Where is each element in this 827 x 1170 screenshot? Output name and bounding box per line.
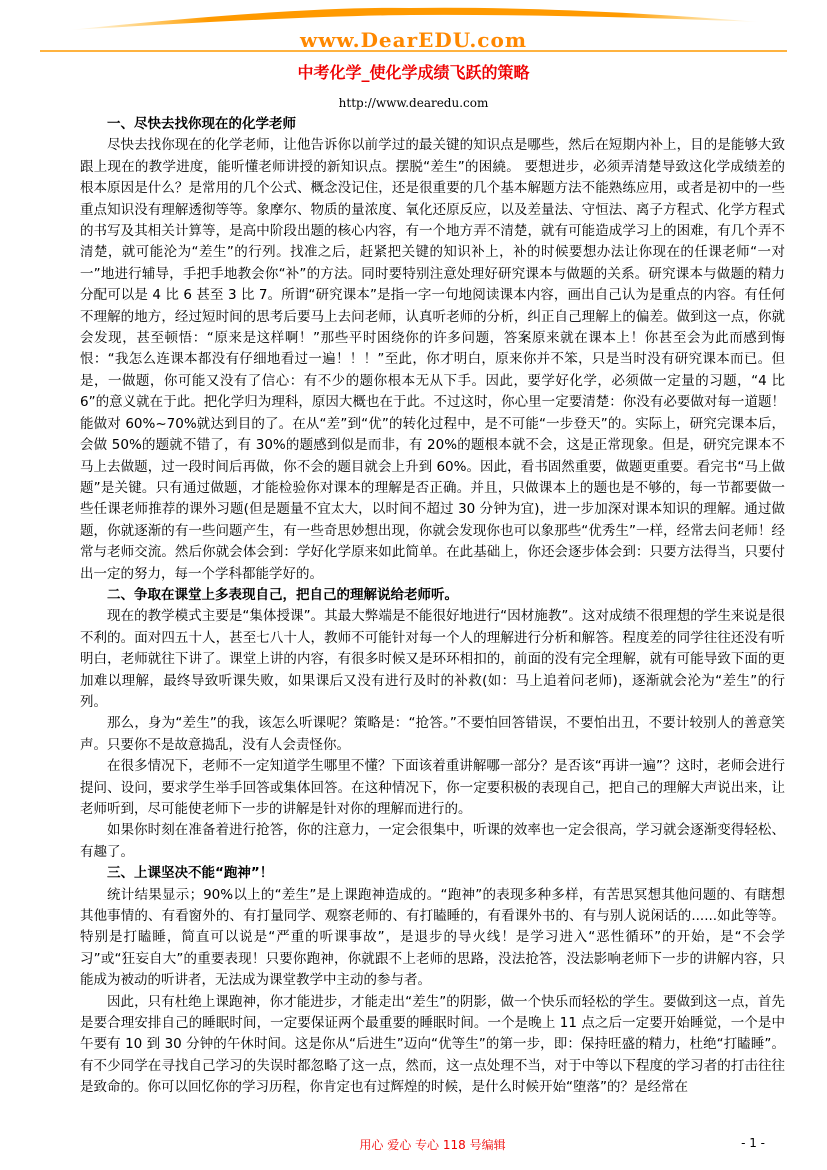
site-logo[interactable]: www.DearEDU.com [299, 28, 527, 52]
site-url[interactable]: http://www.dearedu.com [338, 96, 489, 110]
article-body [80, 114, 785, 1099]
paragraph: 那么，身为“差生”的我，该怎么听课呢？策略是：“抢答。”不要怕回答错误，不要怕出丑，不要计较别人的善意笑声。只要你不是故意捣乱，没有人会责怪你。 [80, 715, 785, 753]
paragraph: 因此，只有杜绝上课跑神，你才能进步，才能走出“差生”的阴影，做一个快乐而轻松的学生。要做到这一点，首先是要合理安排自己的睡眠时间，一定要保证两个最重要的睡眠时间。一个是晚上 11 点之后一定要开始睡觉，一个是中午要有 10 到 30 分钟的午休时间。这是你从“后进生”迈向“优等生”的第一步，即：保持旺盛的精力，杜绝“打瞌睡”。有不少同学在寻找自己学习的失误时都忽略了这一点，然而，这一点处理不当，对于中等以下程度的学习者的打击往往是致命的。你可以回忆你的学习历程，你肯定也有过辉煌的时候，是什么时候开始“堕落”的？是经常在 [80, 993, 785, 1096]
paragraph: 尽快去找你现在的化学老师，让他告诉你以前学过的最关键的知识点是哪些，然后在短期内补上，目的是能够大致跟上现在的教学进度，能听懂老师讲授的新知识点。摆脱“差生”的困繞。 要想进步，必须弄清楚导致这化学成绩差的根本原因是什么？是常用的几个公式、概念没记住，还是很重要的几个基本解题方法不能熟练应用，或者是初中的一些重点知识没有理解透彻等等。象摩尔、物质的量浓度、氧化还原反应，以及差量法、守恒法、离子方程式、化学方程式的书写及其相关计算等，是高中阶段出题的核心内容，有一个地方弄不清楚，就有可能造成学习上的困难，有几个弄不清楚，就可能沦为“差生”的行列。找准之后，赶紧把关键的知识补上，补的时候要想办法让你现在的任课老师“一对一”地进行辅导，手把手地教会你“补”的方法。同时要特别注意处理好研究课本与做题的关系。研究课本与做题的精力分配可以是 4 比 6 甚至 3 比 7。所谓“研究课本”是指一字一句地阅读课本内容，画出自己认为是重点的内容。有任何不理解的地方，经过短时间的思考后要马上去问老师，认真听老师的分析，纠正自己理解上的偏差。做到这一点，你就会发现，甚至顿悟：“原来是这样啊！”那些平时困绕你的许多问题，答案原来就在课本上！你甚至会为此而感到悔恨：“我怎么连课本都没有仔细地看过一遍！！！”至此，你才明白，原来你并不笨，只是当时没有研究课本而已。但是，一做题，你可能又没有了信心：有不少的题你根本无从下手。因此，要学好化学，必须做一定量的习题，“4 比 6”的意义就在于此。把化学归为理科，原因大概也在于此。不过这时，你心里一定要清楚：你没有必要做对每一道题！能做对 60%~70%就达到目的了。在从“差”到“优”的转化过程中，是不可能“一步登天”的。实际上，研究完课本后，会做 50%的题就不错了，有 30%的题感到似是而非，有 20%的题根本就不会，这是正常现象。但是，研究完课本不马上去做题，过一段时间后再做，你不会的题目就会上升到 60%。因此，看书固然重要，做题更重要。看完书“马上做题”是关键。只有通过做题，才能检验你对课本的理解是否正确。并且，只做课本上的题也是不够的，每一节都要做一些任课老师推荐的课外习题(但是题量不宜太大，以时间不超过 30 分钟为宜)，进一步加深对课本知识的理解。通过做题，你就逐渐的有一些问题产生，有一些奇思妙想出现，你就会发现你也可以象那些“优秀生”一样，经常去问老师！经常与老师交流。然后你就会体会到：学好化学原来如此简单。在此基础上，你还会逐步体会到：只要方法得当，只要付出一定的努力，每一个学科都能学好的。 [80, 137, 785, 582]
paragraph: 如果你时刻在准备着进行抢答，你的注意力，一定会很集中，听课的效率也一定会很高，学习就会逐渐变得轻松、有趣了。 [80, 822, 785, 860]
section-heading: 一、尽快去找你现在的化学老师 [107, 116, 296, 132]
section-heading: 三、上课坚决不能“跑神”！ [107, 865, 274, 882]
section-heading: 二、争取在课堂上多表现自己，把自己的理解说给老师听。 [107, 586, 458, 603]
footer-slogan: 用心 爱心 专心 118 号编辑 [359, 1138, 506, 1152]
paragraph: 在很多情况下，老师不一定知道学生哪里不懂？下面该着重讲解哪一部分？是否该“再讲一遍”？这时，老师会进行提问、设问，要求学生举手回答或集体回答。在这种情况下，你一定要积极的表现自己，把自己的理解大声说出来，让老师听到，尽可能使老师下一步的讲解是针对你的理解而进行的。 [80, 758, 785, 817]
page-title: 中考化学_使化学成绩飞跃的策略 [297, 63, 530, 82]
page-footer [80, 1136, 785, 1156]
page-number: - 1 - [741, 1136, 765, 1150]
paragraph: 统计结果显示；90%以上的“差生”是上课跑神造成的。“跑神”的表现多种多样，有苦思冥想其他问题的、有瞎想其他事情的、有看窗外的、有打量同学、观察老师的、有打瞌睡的，有看课外书的、有与别人说闲话的......如此等等。特别是打瞌睡，简直可以说是“严重的听课事故”，是退步的导火线！是学习进入“恶性循环”的开始，是“不会学习”或“狂妄自大”的重要表现！只要你跑神，你就跟不上老师的思路，没法抢答，没法影响老师下一步的讲解内容，只能成为被动的听讲者，无法成为课堂教学中主动的参与者。 [80, 886, 785, 989]
paragraph: 现在的教学模式主要是“集体授课”。其最大弊端是不能很好地进行“因材施教”。这对成绩不很理想的学生来说是很不利的。面对四五十人，甚至七八十人，教师不可能针对每一个人的理解进行分析和解答。程度差的同学往往还没有听明白，老师就往下讲了。课堂上讲的内容，有很多时候又是环环相扣的，前面的没有完全理解，就有可能导致下面的更加难以理解，最终导致听课失败，如果课后又没有进行及时的补救(如：马上追着问老师)，逐渐就会沦为“差生”的行列。 [80, 608, 785, 710]
